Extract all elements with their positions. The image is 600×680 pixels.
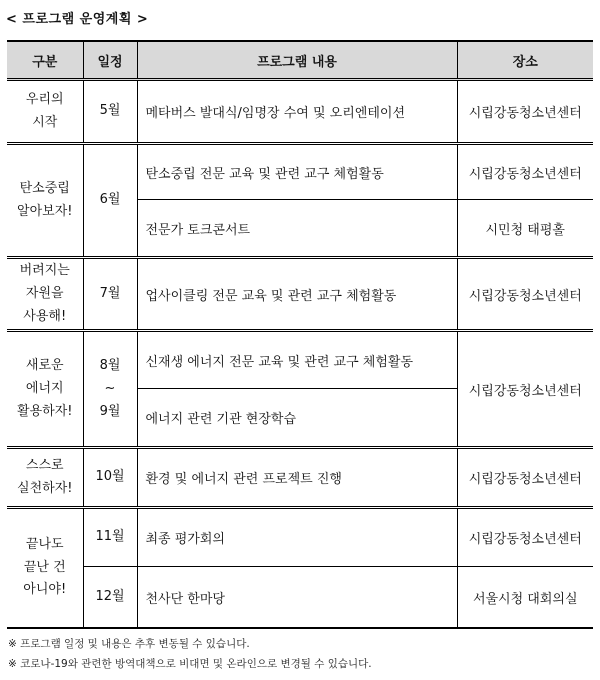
place-cell: 시립강동청소년센터 [457, 80, 593, 144]
category-cell [7, 80, 83, 144]
table-header-row [7, 41, 593, 80]
content-cell: 환경 및 에너지 관련 프로젝트 진행 [137, 448, 457, 508]
category-label: 우리의 시작 [25, 91, 64, 130]
category-cell [7, 331, 83, 448]
header-content: 프로그램 내용 [137, 41, 457, 80]
content-cell: 메타버스 발대식/임명장 수여 및 오리엔테이션 [137, 80, 457, 144]
schedule-cell: 6월 [83, 144, 137, 258]
category-cell [7, 448, 83, 508]
content-cell: 탄소중립 전문 교육 및 관련 교구 체험활동 [137, 144, 457, 200]
schedule-cell: 7월 [83, 258, 137, 331]
content-cell: 업사이클링 전문 교육 및 관련 교구 체험활동 [137, 258, 457, 331]
place-cell: 서울시청 대회의실 [457, 567, 593, 628]
content-cell: 천사단 한마당 [137, 567, 457, 628]
place-cell: 시민청 태평홀 [457, 200, 593, 258]
category-label: 탄소중립 알아보자! [17, 180, 73, 219]
schedule-cell: 10월 [83, 448, 137, 508]
place-cell: 시립강동청소년센터 [457, 448, 593, 508]
schedule-cell: 5월 [83, 80, 137, 144]
notes [8, 634, 372, 674]
table-row [7, 80, 593, 144]
schedule-cell: 12월 [83, 567, 137, 628]
program-schedule-table [7, 40, 593, 629]
category-label: 끝나도 끝난 건 아니야! [23, 536, 67, 598]
note-covid-change: ※ 코로나-19와 관련한 방역대책으로 비대면 및 온라인으로 변경될 수 있습니다. [8, 658, 372, 670]
table-row [7, 144, 593, 200]
table-row [7, 508, 593, 567]
schedule-cell [83, 331, 137, 448]
content-cell: 전문가 토크콘서트 [137, 200, 457, 258]
table-row [7, 258, 593, 331]
note-schedule-change: ※ 프로그램 일정 및 내용은 추후 변동될 수 있습니다. [8, 638, 250, 650]
category-label: 버려지는 자원을 사용해! [19, 263, 70, 324]
category-cell [7, 508, 83, 628]
header-category: 구분 [7, 41, 83, 80]
place-cell: 시립강동청소년센터 [457, 331, 593, 448]
content-cell: 최종 평가회의 [137, 508, 457, 567]
category-cell [7, 144, 83, 258]
document-title: < 프로그램 운영계획 > [6, 12, 149, 27]
place-cell: 시립강동청소년센터 [457, 258, 593, 331]
table-row [7, 448, 593, 508]
category-label: 스스로 실천하자! [17, 458, 73, 496]
category-label: 새로운 에너지 활용하자! [17, 358, 73, 419]
content-cell: 신재생 에너지 전문 교육 및 관련 교구 체험활동 [137, 331, 457, 389]
header-schedule: 일정 [83, 41, 137, 80]
place-cell: 시립강동청소년센터 [457, 508, 593, 567]
table-row [7, 331, 593, 389]
schedule-cell: 11월 [83, 508, 137, 567]
header-place: 장소 [457, 41, 593, 80]
category-cell [7, 258, 83, 331]
place-cell: 시립강동청소년센터 [457, 144, 593, 200]
table-row [7, 567, 593, 628]
content-cell: 에너지 관련 기관 현장학습 [137, 389, 457, 448]
schedule-label: 8월 ~ 9월 [99, 358, 121, 419]
